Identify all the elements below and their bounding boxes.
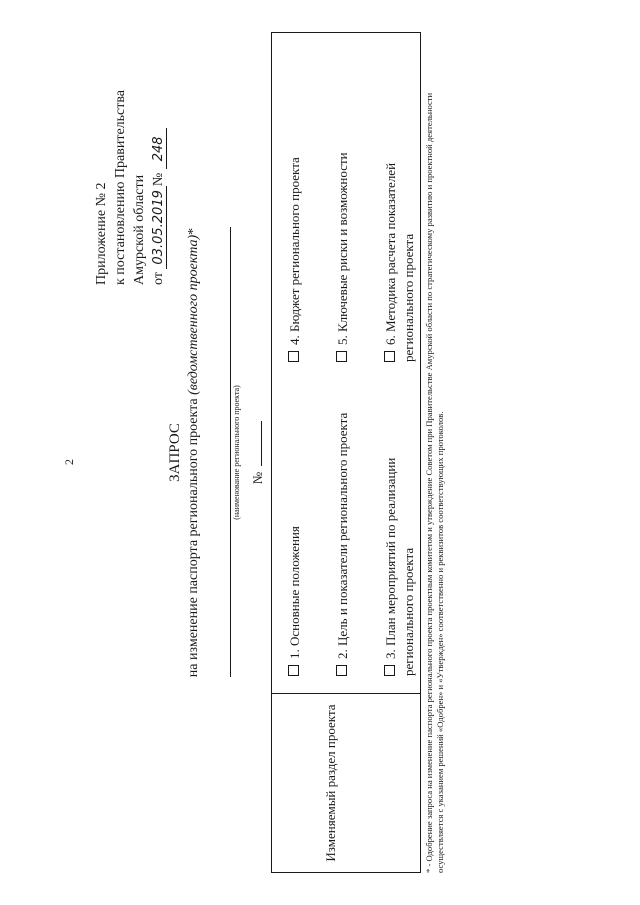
- decree-date: 03.05.2019: [151, 186, 167, 268]
- changed-section-label: Изменяемый раздел проекта: [323, 704, 338, 862]
- project-number-sign: №: [250, 471, 265, 485]
- checkbox-methodology[interactable]: [384, 351, 395, 362]
- appendix-block: [92, 90, 168, 285]
- appendix-line-3: Амурской области: [132, 174, 147, 285]
- subtitle-asterisk: *: [186, 227, 201, 235]
- project-number-blank: [261, 421, 262, 466]
- option-label: 6. Методика расчета показателей: [383, 162, 398, 345]
- option-label: 5. Ключевые риски и возможности: [335, 152, 350, 345]
- checkbox-goals-indicators[interactable]: [336, 665, 347, 676]
- checkbox-budget[interactable]: [288, 351, 299, 362]
- number-prefix: №: [151, 172, 166, 187]
- footnote: * - Одобрение запроса на изменение паспорта регионального проекта проектным комитетом и утверждение Советом при Правительстве Амурской области по стратегическому развитию и проектной деятельности осуществляется с указанием решений «Одобрен» и «Утвержден» соответственно и реквизитов соответствующих протоколов.: [424, 92, 445, 873]
- option-label: 2. Цель и показатели регионального проекта: [335, 412, 350, 659]
- decree-number: 248: [151, 128, 167, 169]
- page-number: 2: [62, 459, 76, 465]
- option-label-continued: регионального проекта: [401, 547, 416, 676]
- date-prefix: от: [151, 272, 166, 285]
- checkbox-risks[interactable]: [336, 351, 347, 362]
- changed-section-table: [271, 32, 421, 873]
- option-label-continued: регионального проекта: [401, 233, 416, 362]
- option-goals-indicators[interactable]: [334, 413, 352, 676]
- option-action-plan[interactable]: [382, 458, 418, 676]
- option-label: 1. Основные положения: [287, 526, 302, 659]
- appendix-line-2: к постановлению Правительства: [113, 89, 128, 285]
- option-risks[interactable]: [334, 152, 352, 362]
- table-label-cell: [272, 693, 420, 872]
- checkbox-action-plan[interactable]: [384, 665, 395, 676]
- project-number-row: [250, 0, 266, 905]
- decree-date-line: [149, 90, 168, 285]
- checkbox-basic-provisions[interactable]: [288, 665, 299, 676]
- appendix-line-1: Приложение № 2: [94, 182, 109, 285]
- document-title: ЗАПРОС: [167, 423, 183, 482]
- option-basic-provisions[interactable]: [286, 526, 304, 676]
- option-label: 4. Бюджет регионального проекта: [287, 157, 302, 345]
- option-budget[interactable]: [286, 157, 304, 362]
- subtitle-italic: (ведомственного проекта): [186, 234, 201, 395]
- project-name-hint: (наименование регионального проекта): [232, 385, 241, 520]
- subtitle-text: на изменение паспорта регионального проекта: [186, 394, 201, 678]
- option-methodology[interactable]: [382, 163, 418, 362]
- document-subtitle: [186, 0, 202, 905]
- option-label: 3. План мероприятий по реализации: [383, 457, 398, 659]
- project-name-line: [230, 227, 231, 677]
